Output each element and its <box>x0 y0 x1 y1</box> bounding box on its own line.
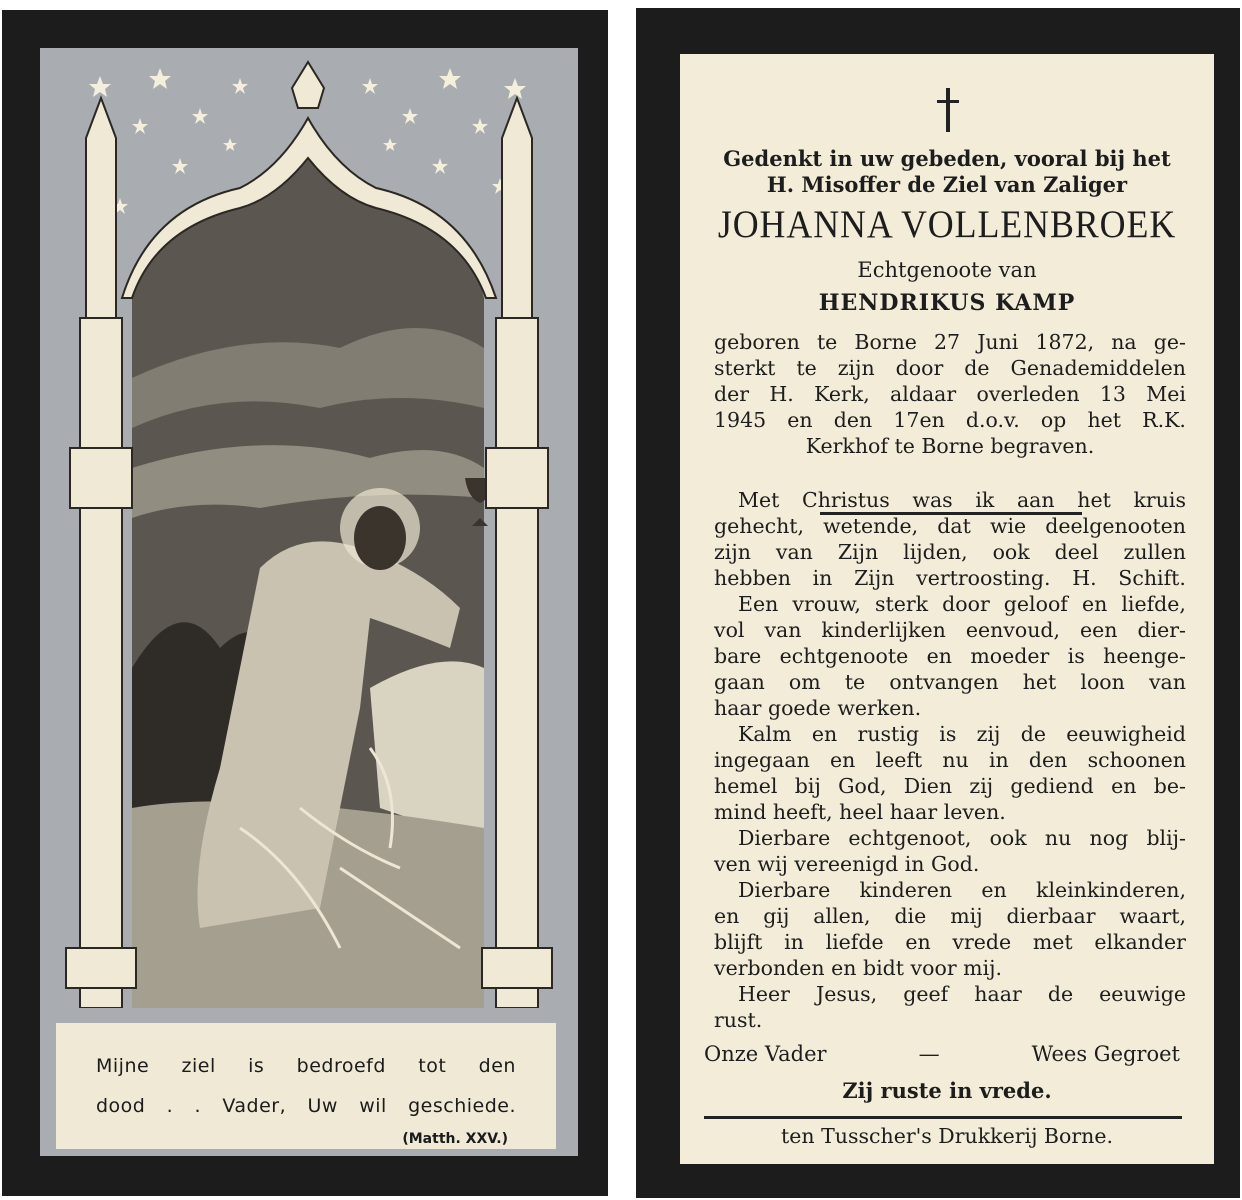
word: gaan <box>714 670 765 694</box>
word: ook <box>992 540 1030 564</box>
word: zij <box>969 774 994 798</box>
word: H. <box>1072 566 1097 590</box>
word: hebben <box>714 566 791 590</box>
word: waart, <box>1119 904 1186 928</box>
word: ge- <box>1153 330 1186 354</box>
word: overleden <box>976 382 1080 406</box>
word: God, <box>838 774 887 798</box>
text-line: ven wij vereenigd in God. <box>714 852 980 876</box>
word: Schift. <box>1118 566 1186 590</box>
word: . <box>166 1095 174 1117</box>
word: Heer <box>738 982 790 1006</box>
word: 27 <box>934 330 961 354</box>
word: ik <box>975 488 995 512</box>
text-panel <box>680 54 1214 1164</box>
bio-line <box>714 356 1186 383</box>
text-line: rust. <box>714 1008 763 1032</box>
word: ontvangen <box>889 670 999 694</box>
word: den <box>1028 748 1068 772</box>
word: d.o.v. <box>965 408 1020 432</box>
word: bij <box>794 774 821 798</box>
word: dat <box>937 514 971 538</box>
word: Dierbare <box>738 826 831 850</box>
word: deelgenooten <box>1045 514 1186 538</box>
word: mij <box>950 904 983 928</box>
word: Uw <box>307 1095 338 1117</box>
word: haar <box>974 982 1022 1006</box>
word: leeft <box>875 748 923 772</box>
word: geboren <box>714 330 800 354</box>
text-line: haar goede werken. <box>714 696 922 720</box>
word: Dien <box>903 774 953 798</box>
word: Een <box>738 592 779 616</box>
word: geef <box>903 982 949 1006</box>
cross-icon <box>937 88 959 132</box>
word: Kalm <box>738 722 792 746</box>
word: die <box>894 904 927 928</box>
word: in <box>784 930 804 954</box>
word: nu <box>1044 826 1072 850</box>
memorial-card-front <box>2 10 608 1196</box>
word: 1872, <box>1035 330 1095 354</box>
scripture-citation: (Matth. XXV.) <box>402 1131 508 1147</box>
word: schoonen <box>1087 748 1186 772</box>
word: van <box>775 540 813 564</box>
word: zijn <box>837 356 875 380</box>
text-line: verbonden en bidt voor mij. <box>714 956 1003 980</box>
word: Borne <box>854 330 917 354</box>
caption-line-1 <box>96 1055 516 1077</box>
word: blijft <box>714 930 763 954</box>
printer-credit: ten Tusscher's Drukkerij Borne. <box>781 1124 1113 1148</box>
caption-line-2 <box>96 1095 516 1117</box>
text-line <box>714 774 1186 801</box>
word: in <box>988 748 1009 772</box>
word: gediend <box>1010 774 1094 798</box>
text-line <box>738 592 1186 619</box>
word: Met <box>738 488 780 512</box>
word: van <box>1148 670 1186 694</box>
word: is <box>248 1055 265 1077</box>
word: na <box>1111 330 1137 354</box>
text-line <box>714 540 1186 567</box>
word: den <box>833 408 873 432</box>
word: en <box>714 904 740 928</box>
header-line-1: Gedenkt in uw gebeden, vooral bij het <box>723 146 1171 171</box>
bio-line <box>714 330 1186 357</box>
word: moeder <box>970 644 1050 668</box>
text-line <box>714 618 1186 645</box>
word: kruis <box>1133 488 1186 512</box>
word: 17en <box>893 408 945 432</box>
prayer-dash: — <box>918 1042 940 1066</box>
text-line <box>714 566 1186 593</box>
bio-line: Kerkhof te Borne begraven. <box>805 434 1095 458</box>
text-line <box>714 644 1186 671</box>
word: der <box>714 382 750 406</box>
word: Genademiddelen <box>1010 356 1186 380</box>
word: liefde, <box>1121 592 1186 616</box>
word: de <box>964 356 990 380</box>
word: en <box>981 878 1007 902</box>
word: is <box>1067 644 1085 668</box>
word: nog <box>1089 826 1129 850</box>
word: de <box>1047 982 1074 1006</box>
word: bare <box>714 644 762 668</box>
word: Mijne <box>96 1055 150 1077</box>
scripture-caption <box>56 1023 556 1149</box>
word: eeuwigheid <box>1066 722 1186 746</box>
word: allen, <box>813 904 871 928</box>
word: Mei <box>1146 382 1186 406</box>
word: met <box>1032 930 1073 954</box>
word: sterk <box>874 592 929 616</box>
footer-divider <box>704 1116 1182 1119</box>
word: kinderen <box>859 878 953 902</box>
word: dood <box>96 1095 146 1117</box>
word: aan <box>1016 488 1055 512</box>
word: zij <box>976 722 1001 746</box>
deceased-name: JOHANNA VOLLENBROEK <box>717 203 1177 246</box>
prayer-our-father: Onze Vader <box>704 1042 827 1066</box>
word: en <box>1081 592 1108 616</box>
word: aldaar <box>890 382 957 406</box>
word: de <box>1020 722 1046 746</box>
word: op <box>1040 408 1067 432</box>
word: rustig <box>857 722 919 746</box>
spouse-name: HENDRIKUS KAMP <box>818 290 1076 316</box>
word: Dierbare <box>738 878 831 902</box>
word: loon <box>1080 670 1125 694</box>
prayer-hail-mary: Wees Gegroet <box>1031 1042 1180 1066</box>
word: eeuwige <box>1099 982 1186 1006</box>
word: een <box>1080 618 1118 642</box>
word: tot <box>418 1055 447 1077</box>
word: geschiede. <box>408 1095 516 1117</box>
text-line <box>714 904 1186 931</box>
text-line <box>714 930 1186 957</box>
word: te <box>844 670 866 694</box>
word: elkander <box>1094 930 1186 954</box>
word: Zijn <box>837 540 879 564</box>
text-line <box>738 982 1186 1009</box>
word: vrouw, <box>792 592 861 616</box>
word: echtgenoote <box>779 644 909 668</box>
word: den <box>478 1055 516 1077</box>
word: was <box>912 488 953 512</box>
bio-line <box>714 382 1186 409</box>
text-line: mind heeft, heel haar leven. <box>714 800 1006 824</box>
word: wetende, <box>823 514 919 538</box>
word: het <box>1077 488 1111 512</box>
rest-in-peace: Zij ruste in vrede. <box>842 1078 1052 1103</box>
word: Jesus, <box>816 982 878 1006</box>
word: . <box>194 1095 202 1117</box>
word: Zijn <box>854 566 895 590</box>
word: is <box>939 722 957 746</box>
word: sterkt <box>714 356 776 380</box>
header-line-2: H. Misoffer de Ziel van Zaliger <box>766 172 1128 197</box>
word: bedroefd <box>296 1055 386 1077</box>
word: Vader, <box>222 1095 287 1117</box>
word: Juni <box>977 330 1019 354</box>
spouse-intro: Echtgenoote van <box>857 258 1037 282</box>
word: en <box>905 930 931 954</box>
word: hemel <box>714 774 778 798</box>
word: en <box>811 722 838 746</box>
text-line <box>738 488 1186 515</box>
word: door <box>895 356 944 380</box>
word: vertroosting. <box>916 566 1051 590</box>
word: blij- <box>1146 826 1186 850</box>
word: kinderlijken <box>821 618 946 642</box>
gethsemane-illustration <box>40 48 578 1008</box>
text-line <box>738 826 1186 853</box>
word: vol <box>714 618 745 642</box>
word: nu <box>942 748 969 772</box>
text-line <box>714 748 1186 775</box>
word: ziel <box>181 1055 216 1077</box>
word: dier- <box>1137 618 1186 642</box>
word: geloof <box>1003 592 1068 616</box>
word: het <box>1022 670 1057 694</box>
word: H. <box>769 382 794 406</box>
word: echtgenoot, <box>848 826 972 850</box>
word: Kerk, <box>814 382 870 406</box>
word: zijn <box>714 540 751 564</box>
text-line <box>714 514 1186 541</box>
word: Christus <box>802 488 890 512</box>
word: en <box>829 748 856 772</box>
word: wie <box>989 514 1027 538</box>
word: wil <box>359 1095 387 1117</box>
text-line <box>714 670 1186 697</box>
word: 13 <box>1099 382 1126 406</box>
word: zullen <box>1123 540 1186 564</box>
word: 1945 <box>714 408 767 432</box>
word: door <box>942 592 990 616</box>
word: eenvoud, <box>965 618 1061 642</box>
word: te <box>796 356 817 380</box>
prayers-line <box>704 1042 1180 1066</box>
word: gehecht, <box>714 514 805 538</box>
front-mat <box>40 48 578 1156</box>
word: het <box>1087 408 1122 432</box>
word: vrede <box>952 930 1012 954</box>
memorial-card-back <box>636 8 1240 1198</box>
text-line <box>738 722 1186 749</box>
word: in <box>812 566 833 590</box>
word: en <box>1111 774 1137 798</box>
word: heenge- <box>1103 644 1186 668</box>
word: R.K. <box>1142 408 1186 432</box>
word: om <box>788 670 821 694</box>
word: gij <box>763 904 790 928</box>
word: dierbaar <box>1006 904 1096 928</box>
bio-line <box>714 408 1186 435</box>
text-line <box>738 878 1186 905</box>
word: en <box>926 644 952 668</box>
word: van <box>764 618 802 642</box>
word: en <box>787 408 813 432</box>
word: te <box>816 330 838 354</box>
word: lijden, <box>903 540 968 564</box>
word: ingegaan <box>714 748 810 772</box>
word: liefde <box>825 930 884 954</box>
word: deel <box>1054 540 1099 564</box>
word: kleinkinderen, <box>1036 878 1186 902</box>
word: be- <box>1153 774 1186 798</box>
word: ook <box>989 826 1027 850</box>
